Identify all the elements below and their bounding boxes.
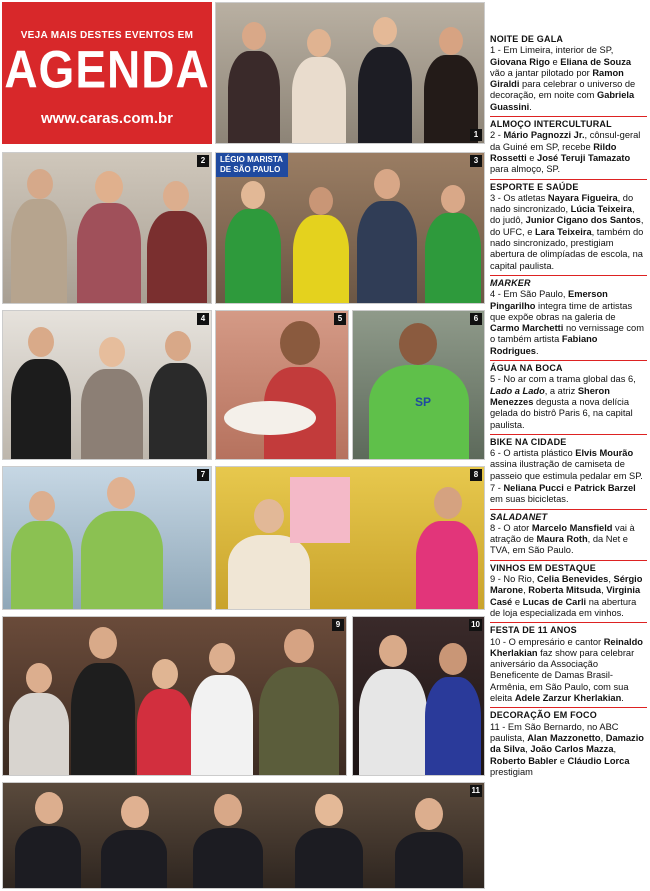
article-text: , do UFC, e: [490, 215, 644, 237]
article-text: 3 - Os atletas: [490, 192, 548, 203]
article-body: [490, 448, 647, 482]
article-text: , também do nado sincronizado, prestigiam abertura de olimpíadas de escola, na capital paulista.: [490, 226, 644, 271]
article-text: 10 - O empresário e cantor: [490, 636, 604, 647]
photo-number: 2: [197, 155, 209, 167]
article-text: e: [549, 56, 561, 67]
photo-1: [215, 2, 485, 144]
person-name: Eliana de Souza: [560, 56, 632, 67]
photo-9: [2, 616, 347, 776]
person-name: Neliana Pucci: [503, 482, 564, 493]
photo-number: 5: [334, 313, 346, 325]
article-body: [490, 722, 647, 778]
person-name: Virginia Casé: [490, 585, 641, 607]
person-name: Lara Teixeira: [534, 226, 592, 237]
article-text: .: [621, 693, 624, 704]
person-name: Damazio da Silva: [490, 732, 644, 755]
person-name: Cláudio Lorca: [567, 755, 630, 766]
article-heading: FESTA DE 11 ANOS: [490, 622, 647, 636]
article-heading: ESPORTE E SAÚDE: [490, 179, 647, 193]
person-name: Sérgio Marone: [490, 574, 643, 596]
article-heading: DECORAÇÃO EM FOCO: [490, 707, 647, 721]
photo-10: [352, 616, 485, 776]
article-body: [490, 574, 647, 619]
article-body: [490, 374, 647, 430]
photo-8: [215, 466, 485, 610]
person-name: Lúcia Teixeira: [570, 204, 632, 215]
article-text: 8 - O ator: [490, 522, 532, 533]
person-name: Lucas de Carli: [522, 596, 587, 607]
article-text: vão a jantar pilotado por: [490, 67, 593, 78]
photo-number: 1: [470, 129, 482, 141]
article-heading: NOITE DE GALA: [490, 34, 564, 44]
person-name: Gabriela Guassini: [490, 90, 635, 112]
article-text: assina ilustração de camiseta de passeio que estimula pedalar em SP.: [490, 459, 643, 481]
person-name: Emerson Pingarilho: [490, 289, 608, 311]
person-name: Elvis Mourão: [575, 448, 634, 459]
article-text: 6 - O artista plástico: [490, 448, 576, 459]
article-text: 11 - Em São Bernardo, no ABC paulista,: [490, 721, 619, 743]
article-text: , do nado sincronizado,: [490, 192, 634, 215]
article-text: em suas bicicletas.: [490, 494, 569, 505]
person-name: Giovana Rigo: [490, 56, 550, 67]
photo-3: [215, 152, 485, 304]
article-text: e: [557, 755, 568, 766]
photo-number: 8: [470, 469, 482, 481]
person-name: Carmo Marchetti: [490, 323, 564, 334]
article-body: [490, 289, 647, 357]
article-body: [490, 193, 647, 272]
article-text: , cônsul-geral da Guiné em SP, recebe: [490, 130, 641, 152]
person-name: Patrick Barzel: [574, 482, 636, 493]
photo-number: 11: [471, 786, 480, 795]
article-text: , da Net e TVA, em São Paulo.: [490, 534, 628, 556]
article-body: [490, 637, 647, 705]
photo-number: 7: [197, 469, 209, 481]
person-name: Mário Pagnozzi Jr.: [503, 130, 585, 141]
person-name: Roberta Mitsuda: [528, 585, 602, 596]
person-name: Rildo Rossetti: [490, 141, 617, 163]
article-text: , do judô,: [490, 204, 635, 226]
article-text: e: [512, 596, 523, 607]
article-text: 4 - Em São Paulo,: [490, 289, 569, 300]
article-text: ,: [608, 574, 614, 585]
article-heading: MARKER: [490, 275, 647, 289]
photo-7: [2, 466, 212, 610]
article-body: [490, 483, 647, 506]
article-column: [490, 32, 647, 779]
photo-4: [2, 310, 212, 460]
article-text: e: [563, 482, 575, 493]
article-text: ,: [525, 744, 531, 755]
article-text: ,: [601, 585, 607, 596]
article-body: [490, 130, 647, 175]
article-heading: ALMOÇO INTERCULTURAL: [490, 116, 647, 130]
article-text: no vernissage com o também artista: [490, 323, 644, 345]
agenda-kicker: VEJA MAIS DESTES EVENTOS EM: [20, 30, 194, 41]
person-name: Roberto Babler: [490, 755, 558, 766]
article-text: 9 - No Rio,: [490, 574, 538, 585]
person-name: João Carlos Mazza: [530, 744, 614, 755]
article-text: prestigiam: [490, 766, 533, 777]
photo-number: 3: [470, 155, 482, 167]
article-body: [490, 523, 647, 557]
article-text: na abertura de loja especializada em vinhos.: [490, 596, 637, 618]
school-banner: LÉGIO MARISTA DE SÃO PAULO: [216, 153, 288, 177]
article-text: faz show para celebrar aniversário da Associação Beneficente de Damas Brasil-Armênia, em São Paulo, com sua eleita: [490, 647, 635, 704]
article-text: integra time de artistas que expõe obras na galeria de: [490, 300, 633, 322]
agenda-header[interactable]: [2, 2, 212, 144]
article-text: 1 - Em Limeira, interior de SP,: [490, 45, 614, 56]
person-name: Marcelo Mansfield: [531, 522, 613, 533]
article-heading: SALADANET: [490, 509, 647, 523]
article-text: 2 -: [490, 130, 504, 141]
article-text: ,: [613, 744, 617, 755]
article-text: para celebrar o universo de decoração, em noite com: [490, 79, 636, 101]
person-name: Fabiano Rodrigues: [490, 334, 598, 356]
article-body: [490, 45, 647, 113]
article-heading: BIKE NA CIDADE: [490, 434, 647, 448]
agenda-title: AGENDA: [4, 39, 210, 99]
person-name: Adele Zarzur Kherlakian: [514, 693, 622, 704]
article-text: vai à atração de: [490, 522, 635, 545]
article-text: para almoço, SP.: [490, 164, 561, 175]
photo-number: 6: [470, 313, 482, 325]
person-name: Reinaldo Kherlakian: [490, 636, 643, 658]
person-name: Maura Roth: [536, 534, 588, 545]
person-name: Nayara Figueira: [547, 192, 618, 203]
article-text: 7 -: [490, 482, 504, 493]
article-text: ,: [523, 585, 529, 596]
article-text: 5 - No ar com a trama global das 6,: [490, 374, 636, 385]
shirt-logo: SP: [415, 395, 432, 409]
photo-5: [215, 310, 349, 460]
person-name: Celia Benevides: [537, 574, 609, 585]
article-text: , a atriz: [544, 385, 578, 396]
person-name: Ramon Giraldi: [490, 67, 624, 90]
article-text: .: [535, 345, 539, 356]
person-name: Junior Cigano dos Santos: [525, 215, 641, 226]
photo-number: 4: [197, 313, 209, 325]
photo-6: [352, 310, 485, 460]
photo-11: [2, 782, 485, 889]
person-name: Sheron Menezzes: [490, 385, 610, 407]
article-text: .: [529, 101, 532, 112]
person-name: Alan Mazzonetto: [527, 732, 601, 743]
person-name: José Teruji Tamazato: [537, 152, 631, 163]
article-text: degusta a nova delícia gelada do bistrô Paris 6, na capital paulista.: [490, 396, 633, 430]
article-text: e: [526, 152, 538, 163]
photo-number: 10: [471, 620, 480, 629]
person-name: Lado a Lado: [490, 385, 545, 396]
photo-number: 9: [332, 619, 344, 631]
article-heading: ÁGUA NA BOCA: [490, 360, 647, 374]
photo-2: [2, 152, 212, 304]
agenda-url[interactable]: www.caras.com.br: [41, 110, 173, 127]
article-text: ,: [600, 732, 606, 743]
article-heading: VINHOS EM DESTAQUE: [490, 560, 647, 574]
